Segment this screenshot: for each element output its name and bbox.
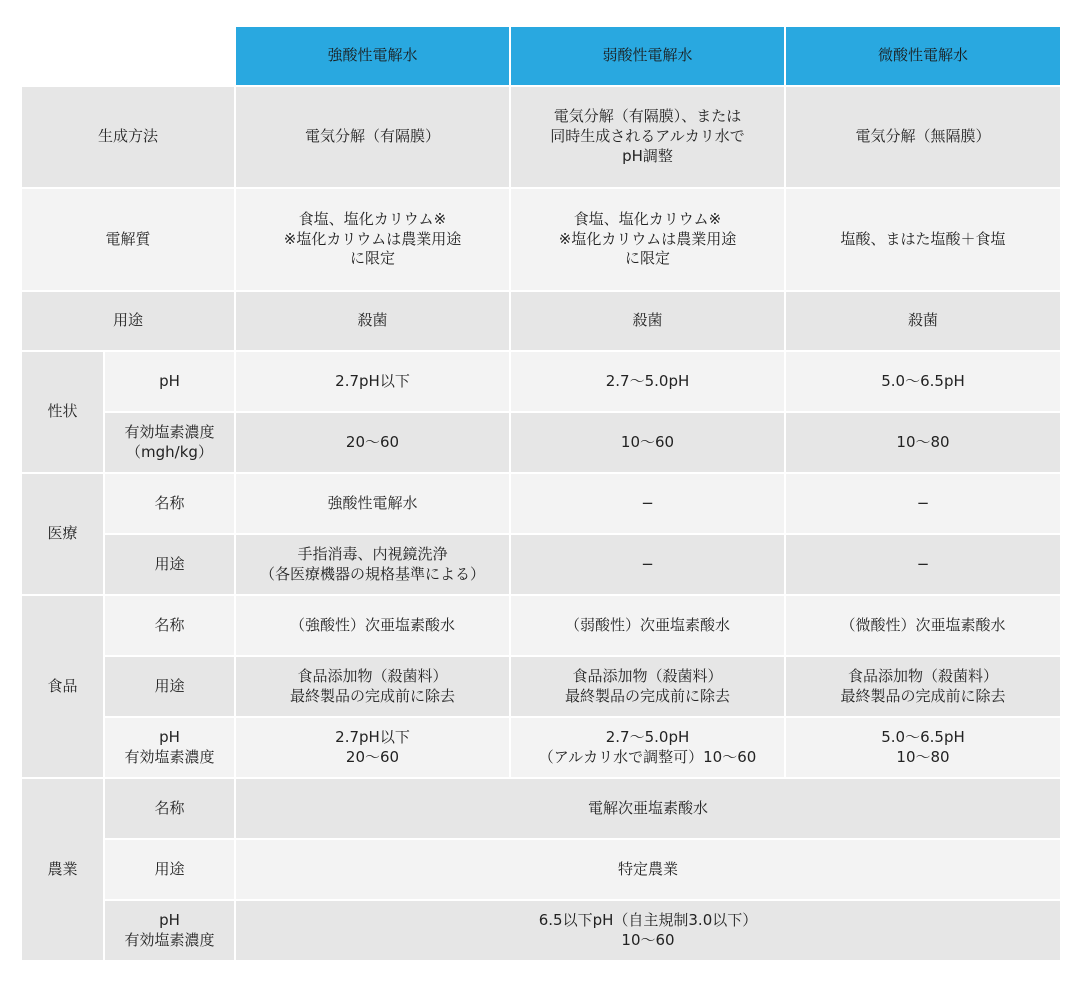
cell-weak: 2.7〜5.0pH <box>511 352 784 411</box>
sub-label: 用途 <box>105 840 234 899</box>
cell-strong: 電気分解（有隔膜） <box>236 87 509 187</box>
row-label: 用途 <box>22 292 234 350</box>
cell-strong: 2.7pH以下 <box>236 352 509 411</box>
cell-strong: 殺菌 <box>236 292 509 350</box>
sub-label: 名称 <box>105 596 234 655</box>
cell-weak: 殺菌 <box>511 292 784 350</box>
header-weak-acid: 弱酸性電解水 <box>511 27 784 85</box>
cell-slight: 塩酸、まはた塩酸＋食塩 <box>786 189 1060 290</box>
cell-slight: 電気分解（無隔膜） <box>786 87 1060 187</box>
cell-strong: 強酸性電解水 <box>236 474 509 533</box>
row-agri-usage <box>22 840 1060 899</box>
sub-label: 名称 <box>105 779 234 838</box>
cell-weak: 食品添加物（殺菌料） 最終製品の完成前に除去 <box>511 657 784 716</box>
cell-weak: − <box>511 474 784 533</box>
cell-slight: − <box>786 535 1060 594</box>
row-production-method <box>22 87 1060 187</box>
cell-strong: 食塩、塩化カリウム※ ※塩化カリウムは農業用途 に限定 <box>236 189 509 290</box>
row-label: 生成方法 <box>22 87 234 187</box>
sub-label: 名称 <box>105 474 234 533</box>
cell-strong: （強酸性）次亜塩素酸水 <box>236 596 509 655</box>
row-food-usage <box>22 657 1060 716</box>
sub-label: pH 有効塩素濃度 <box>105 901 234 960</box>
row-properties-ph <box>22 352 1060 411</box>
group-label-properties: 性状 <box>22 352 103 472</box>
cell-agri-ph: 6.5以下pH（自主規制3.0以下） 10〜60 <box>236 901 1060 960</box>
row-electrolyte <box>22 189 1060 290</box>
row-food-name <box>22 596 1060 655</box>
cell-slight: 食品添加物（殺菌料） 最終製品の完成前に除去 <box>786 657 1060 716</box>
row-label: 電解質 <box>22 189 234 290</box>
cell-agri-usage: 特定農業 <box>236 840 1060 899</box>
row-medical-name <box>22 474 1060 533</box>
group-label-agriculture: 農業 <box>22 779 103 960</box>
cell-slight: − <box>786 474 1060 533</box>
sub-label: 用途 <box>105 657 234 716</box>
cell-slight: 5.0〜6.5pH <box>786 352 1060 411</box>
group-label-food: 食品 <box>22 596 103 777</box>
cell-weak: 10〜60 <box>511 413 784 472</box>
sub-label: pH <box>105 352 234 411</box>
row-agri-ph <box>22 901 1060 960</box>
sub-label: 有効塩素濃度 （mgh/kg） <box>105 413 234 472</box>
cell-weak: 2.7〜5.0pH （アルカリ水で調整可）10〜60 <box>511 718 784 777</box>
row-usage <box>22 292 1060 350</box>
cell-agri-name: 電解次亜塩素酸水 <box>236 779 1060 838</box>
corner-cell <box>22 27 234 85</box>
cell-strong: 2.7pH以下 20〜60 <box>236 718 509 777</box>
cell-slight: （微酸性）次亜塩素酸水 <box>786 596 1060 655</box>
cell-slight: 5.0〜6.5pH 10〜80 <box>786 718 1060 777</box>
cell-slight: 殺菌 <box>786 292 1060 350</box>
cell-strong: 手指消毒、内視鏡洗浄 （各医療機器の規格基準による） <box>236 535 509 594</box>
header-row <box>22 27 1060 85</box>
row-food-ph <box>22 718 1060 777</box>
row-medical-usage <box>22 535 1060 594</box>
header-slight-acid: 微酸性電解水 <box>786 27 1060 85</box>
row-agri-name <box>22 779 1060 838</box>
sub-label: pH 有効塩素濃度 <box>105 718 234 777</box>
cell-strong: 20〜60 <box>236 413 509 472</box>
header-strong-acid: 強酸性電解水 <box>236 27 509 85</box>
cell-weak: 食塩、塩化カリウム※ ※塩化カリウムは農業用途 に限定 <box>511 189 784 290</box>
cell-weak: 電気分解（有隔膜）、または 同時生成されるアルカリ水で pH調整 <box>511 87 784 187</box>
group-label-medical: 医療 <box>22 474 103 594</box>
cell-weak: − <box>511 535 784 594</box>
cell-strong: 食品添加物（殺菌料） 最終製品の完成前に除去 <box>236 657 509 716</box>
electrolyzed-water-comparison-table <box>20 25 1062 962</box>
row-properties-chlorine <box>22 413 1060 472</box>
cell-slight: 10〜80 <box>786 413 1060 472</box>
sub-label: 用途 <box>105 535 234 594</box>
cell-weak: （弱酸性）次亜塩素酸水 <box>511 596 784 655</box>
